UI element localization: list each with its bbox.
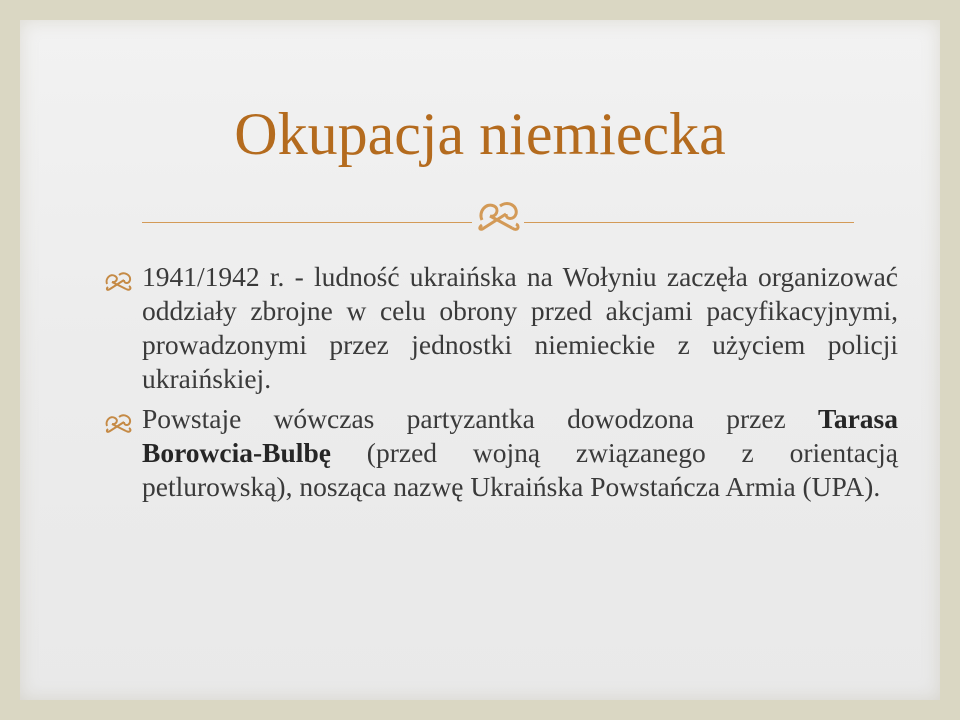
slide-canvas [20, 20, 940, 700]
slide-content [104, 260, 898, 510]
bullet-item [104, 260, 898, 396]
scroll-ornament-icon [476, 198, 522, 234]
bullet-item [104, 402, 898, 504]
bullet-text: Powstaje wówczas partyzantka dowodzona przez [142, 403, 819, 434]
bullet-bold-name: Tarasa Borowcia-Bulbę [142, 403, 898, 468]
scroll-bullet-icon [104, 408, 134, 430]
slide-title: Okupacja niemiecka [234, 101, 726, 167]
title-divider [142, 198, 854, 228]
divider-line-right [524, 222, 854, 223]
scroll-bullet-icon [104, 266, 134, 288]
bullet-text-continued: (przed wojną związanego z orientacją petlurowską), nosząca nazwę Ukraińska Powstańcza Armia (UPA). [142, 437, 898, 502]
bullet-text: 1941/1942 r. - ludność ukraińska na Wołyniu zaczęła organizować oddziały zbrojne w celu obrony przed akcjami pacyfikacyjnymi, prowadzonymi przez jednostki niemieckie z użyciem policji ukraińskiej. [142, 261, 898, 394]
divider-line-left [142, 222, 472, 223]
